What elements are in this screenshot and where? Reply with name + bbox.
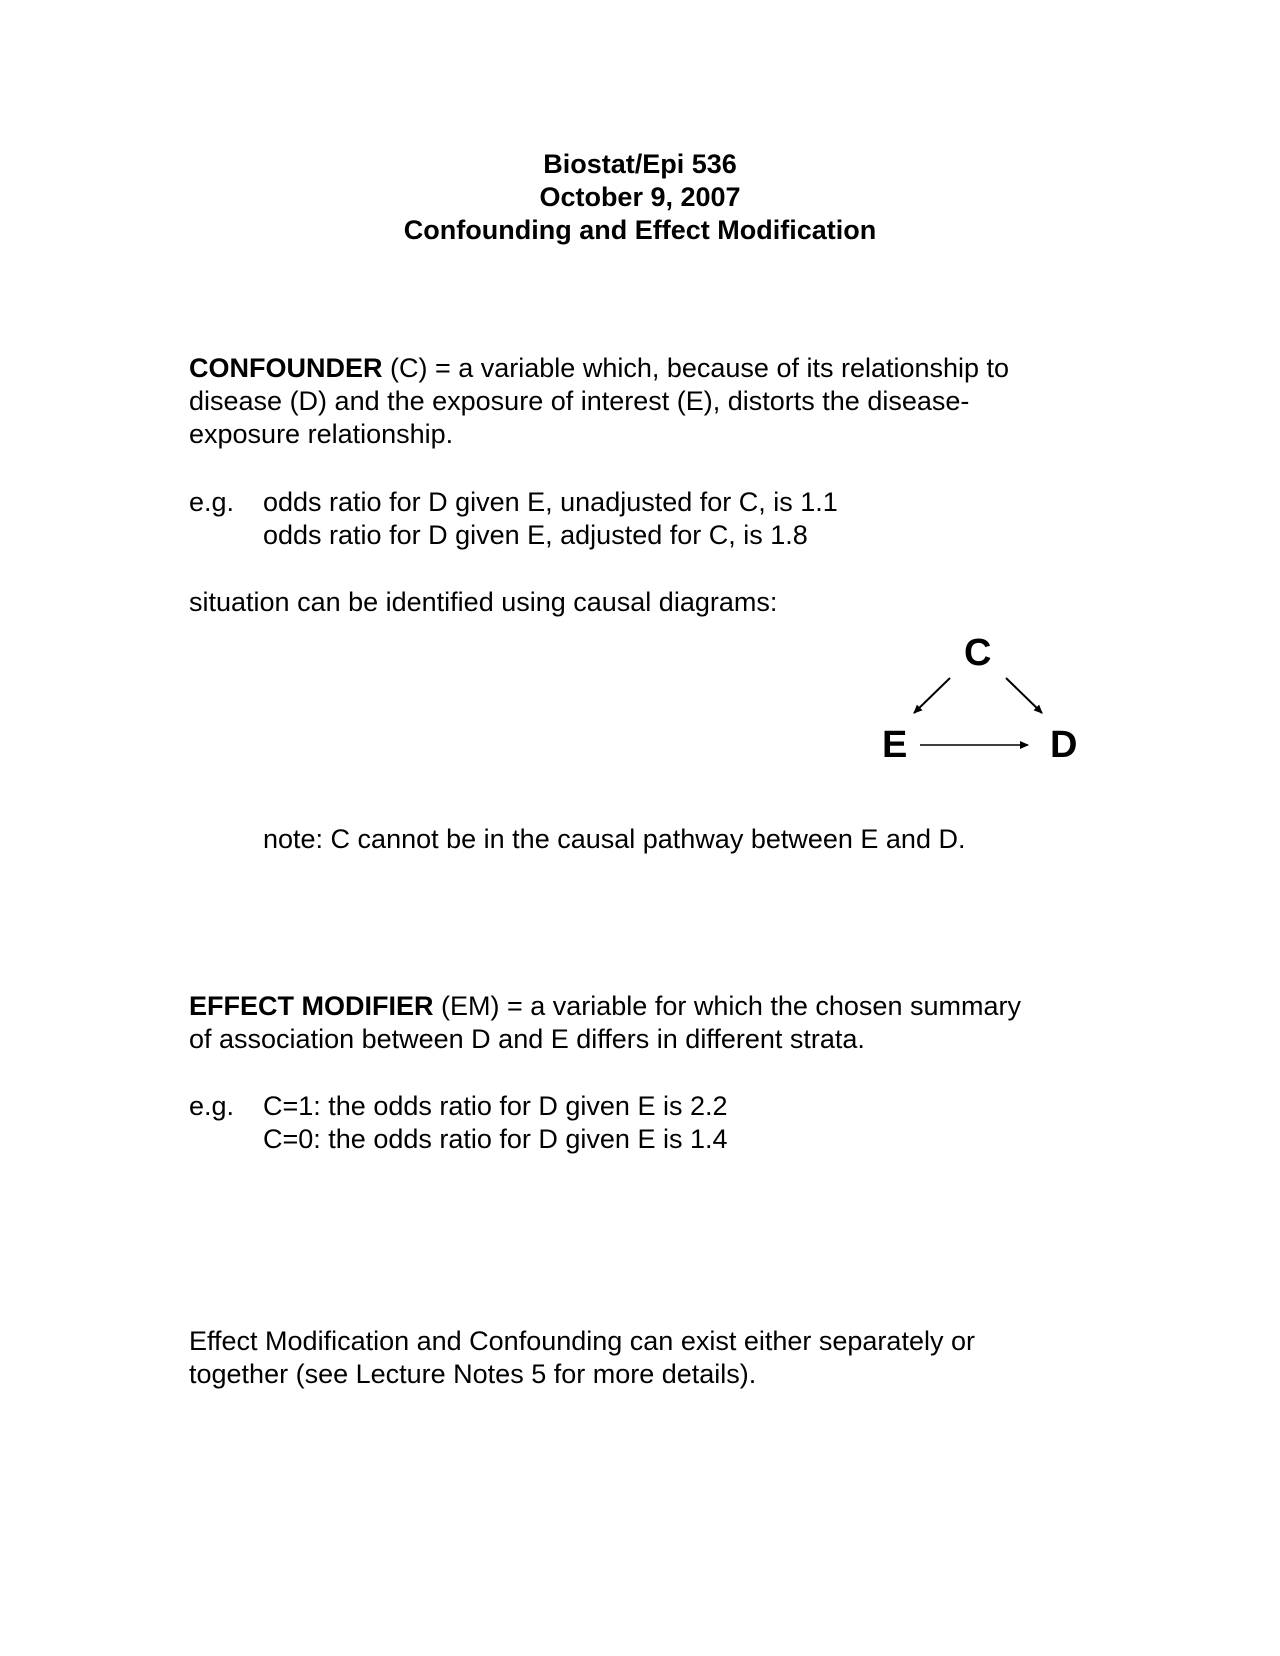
diagram-node-c: C — [964, 632, 992, 674]
confounder-definition — [189, 352, 1009, 385]
confounder-definition-line3: exposure relationship. — [189, 419, 454, 449]
confounder-note: note: C cannot be in the causal pathway between E and D. — [263, 824, 966, 854]
diagram-node-e: E — [882, 724, 908, 766]
course-title: Biostat/Epi 536 — [543, 149, 737, 179]
closing-line1: Effect Modification and Confounding can exist either separately or — [189, 1326, 975, 1356]
diagram-arrows — [860, 625, 1100, 775]
effect-modifier-term: EFFECT MODIFIER — [189, 991, 434, 1021]
effect-modifier-definition-line2: of association between D and E differs in different strata. — [189, 1024, 865, 1054]
confounder-example-line1: odds ratio for D given E, unadjusted for C, is 1.1 — [263, 487, 838, 517]
diagram-intro: situation can be identified using causal diagrams: — [189, 587, 778, 617]
closing-line2: together (see Lecture Notes 5 for more details). — [189, 1359, 757, 1389]
lecture-topic: Confounding and Effect Modification — [403, 215, 877, 245]
causal-diagram — [860, 625, 1100, 775]
confounder-term: CONFOUNDER — [189, 353, 383, 383]
effect-modifier-eg-label: e.g. — [189, 1091, 235, 1121]
diagram-node-d: D — [1050, 724, 1078, 766]
effect-modifier-example-line1: C=1: the odds ratio for D given E is 2.2 — [263, 1091, 728, 1121]
confounder-eg-label: e.g. — [189, 487, 235, 517]
confounder-example-line2: odds ratio for D given E, adjusted for C, is 1.8 — [263, 520, 808, 550]
effect-modifier-definition-line1: (EM) = a variable for which the chosen summary — [433, 991, 1021, 1021]
effect-modifier-example-line2: C=0: the odds ratio for D given E is 1.4 — [263, 1124, 728, 1154]
document-header — [0, 148, 1280, 247]
confounder-definition-line1: (C) = a variable which, because of its relationship to — [382, 353, 1010, 383]
effect-modifier-definition — [189, 990, 1021, 1023]
lecture-date: October 9, 2007 — [539, 182, 741, 212]
arrow-c-to-d — [1006, 678, 1042, 713]
arrow-c-to-e — [914, 678, 950, 713]
confounder-definition-line2: disease (D) and the exposure of interest (E), distorts the disease- — [189, 386, 970, 416]
